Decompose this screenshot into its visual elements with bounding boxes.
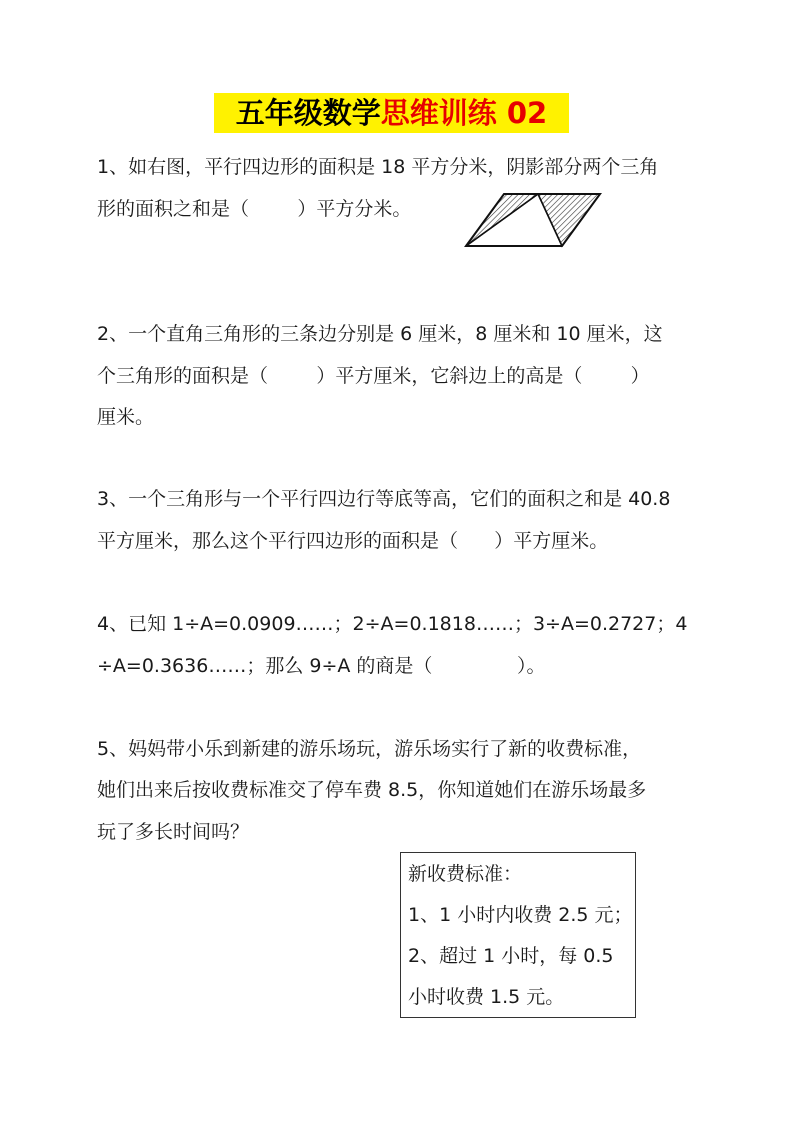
title-part-black: 五年级数学 [235, 96, 381, 130]
parallelogram-figure [462, 188, 604, 250]
fee-box-line-3: 2、超过 1 小时，每 0.5 [408, 945, 614, 967]
q1-line-1: 1、如右图，平行四边形的面积是 18 平方分米，阴影部分两个三角 [97, 156, 659, 178]
q2-line-1: 2、一个直角三角形的三条边分别是 6 厘米，8 厘米和 10 厘米，这 [97, 323, 663, 345]
fee-box-line-4: 小时收费 1.5 元。 [408, 986, 565, 1008]
q2-line-2: 个三角形的面积是（ ）平方厘米，它斜边上的高是（ ） [97, 365, 650, 387]
q4-line-1: 4、已知 1÷A=0.0909……；2÷A=0.1818……；3÷A=0.2727；4 [97, 613, 688, 635]
fee-box-line-1: 新收费标准： [408, 863, 523, 885]
title-part-red: 思维训练 02 [380, 96, 548, 130]
q5-line-2: 她们出来后按收费标准交了停车费 8.5，你知道她们在游乐场最多 [97, 779, 647, 801]
q5-line-3: 玩了多长时间吗？ [97, 821, 250, 843]
shaded-triangle-right [538, 194, 600, 246]
q3-line-1: 3、一个三角形与一个平行四边行等底等高，它们的面积之和是 40.8 [97, 488, 671, 510]
page-title [214, 93, 569, 133]
q3-line-2: 平方厘米，那么这个平行四边形的面积是（ ）平方厘米。 [97, 530, 609, 552]
q1-line-2: 形的面积之和是（ ）平方分米。 [97, 198, 412, 220]
q5-line-1: 5、妈妈带小乐到新建的游乐场玩，游乐场实行了新的收费标准， [97, 738, 642, 760]
q2-line-3: 厘米。 [97, 406, 155, 428]
q4-line-2: ÷A=0.3636……；那么 9÷A 的商是（ ）。 [97, 655, 546, 677]
fee-box-line-2: 1、1 小时内收费 2.5 元； [408, 904, 633, 926]
